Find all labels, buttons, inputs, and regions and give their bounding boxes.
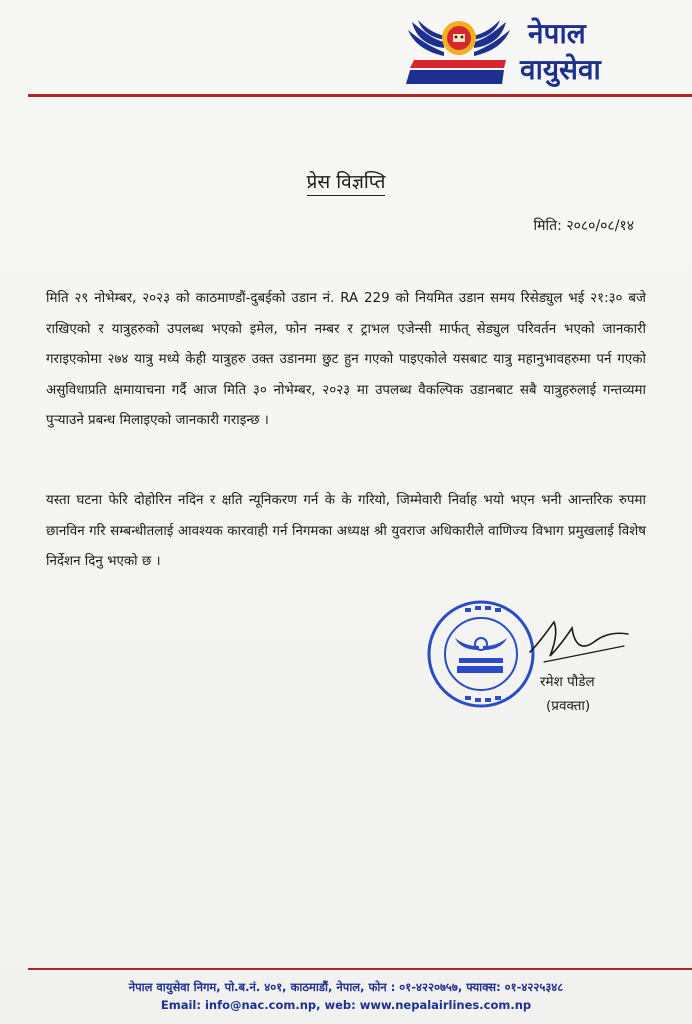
logo-text-vayusewa: वायुसेवा <box>520 53 601 86</box>
logo-text-nepal: नेपाल <box>528 17 586 50</box>
signatory-role: (प्रवक्ता) <box>546 698 591 714</box>
page-title-text: प्रेस विज्ञप्ति <box>307 171 386 196</box>
header-divider <box>28 94 692 97</box>
signatory-name: रमेश पौडेल <box>540 674 595 690</box>
handwritten-signature-icon <box>524 612 634 676</box>
body-paragraph-2: यस्ता घटना फेरि दोहोरिन नदिन र क्षति न्यूनिकरण गर्न के के गरियो, जिम्मेवारी निर्वाह भयो भएन भनी आन्तरिक रुपमा छानविन गरि सम्बन्धीतलाई आवश्यक कारवाही गर्न निगमका अध्यक्ष श्री युवराज अधिकारीले वाणिज्य विभाग प्रमुखलाई विशेष निर्देशन दिनु भएको छ । <box>46 493 646 569</box>
footer-divider <box>28 968 692 970</box>
body-paragraph-1: मिति २९ नोभेम्बर, २०२३ को काठमाण्डौं-दुबईको उडान नं. RA 229 को नियमित उडान समय रिसेड्युल भई २१:३० बजे राखिएको र यात्रुहरुको उपलब्ध भएको इमेल, फोन नम्बर र ट्राभल एजेन्सी मार्फत् सेड्युल परिवर्तन भएको जानकारी गराइएकोमा २७४ यात्रु मध्ये केही यात्रुहरु उक्त उडानमा छुट हुन गएको पाइएकोले यसबाट यात्रु महानुभावहरुमा पर्न गएको असुविधाप्रति क्षमायाचना गर्दै आज मिति ३० नोभेम्बर, २०२३ मा उपलब्ध वैकल्पिक उडानबाट सबै यात्रुहरुलाई गन्तव्यमा पुऱ्याउने प्रबन्ध मिलाइएको जानकारी गराइन्छ । <box>46 291 646 428</box>
footer-address: नेपाल वायुसेवा निगम, पो.ब.नं. ४०१, काठमाडौं, नेपाल, फोन : ०१-४२२०७५७, फ्याक्स: ०१-४२२५३४८ <box>128 980 564 994</box>
page-title <box>0 168 692 194</box>
document-date: मिति: २०८०/०८/१४ <box>533 218 634 234</box>
airline-logo <box>404 8 674 88</box>
official-seal-icon <box>425 598 537 710</box>
footer-contact: Email: info@nac.com.np, web: www.nepalairlines.com.np <box>160 998 532 1012</box>
winged-sun-emblem-icon <box>404 8 514 88</box>
